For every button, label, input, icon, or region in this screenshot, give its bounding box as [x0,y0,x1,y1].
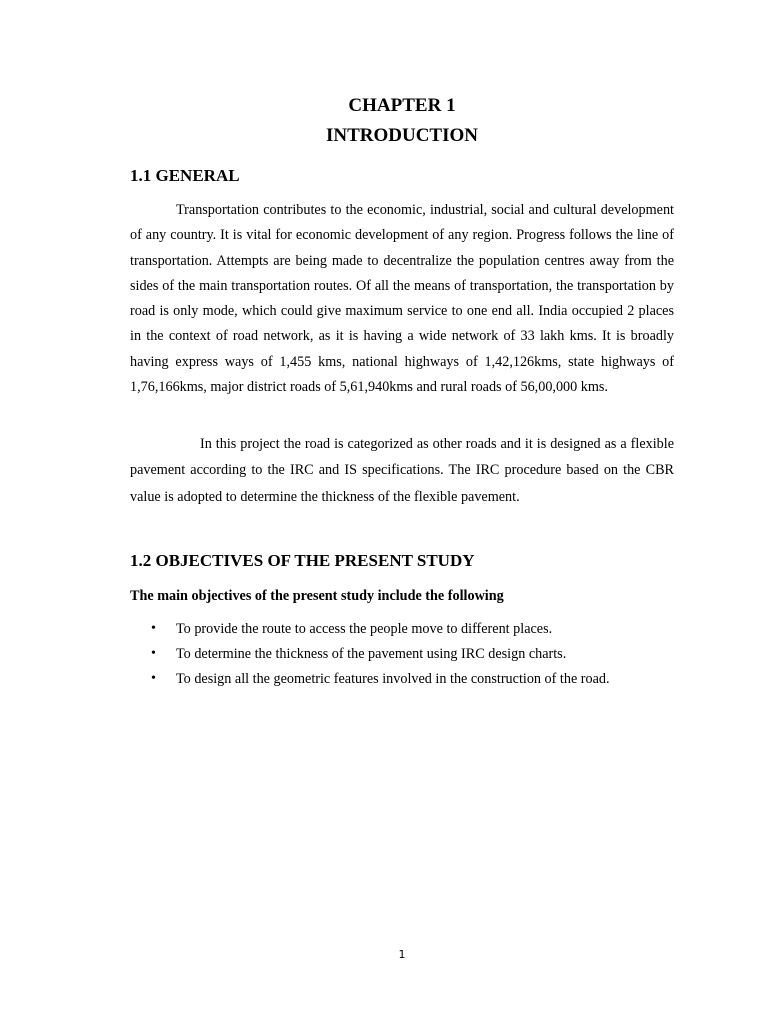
list-item [130,619,690,644]
list-item [130,669,690,694]
chapter-number: CHAPTER 1 [348,95,456,116]
list-item-text: To design all the geometric features involved in the construction of the road. [176,671,610,687]
list-item-text: To provide the route to access the people move to different places. [176,621,553,637]
bullet-icon: • [151,646,156,661]
section-heading-objectives: 1.2 OBJECTIVES OF THE PRESENT STUDY [130,551,475,570]
general-paragraph-2: In this project the road is categorized as other roads and it is designed as a flexible pavement according to the IRC and IS specifications. The IRC procedure based on the CBR value is adopted to determine the thickness of the flexible pavement. [130,436,674,505]
page-number: 1 [398,948,406,961]
bullet-icon: • [151,671,156,686]
objectives-intro: The main objectives of the present study include the following [130,588,504,604]
chapter-title: INTRODUCTION [325,125,479,146]
list-item-text: To determine the thickness of the pavement using IRC design charts. [176,646,567,662]
section-heading-general: 1.1 GENERAL [130,166,240,185]
objectives-list [130,619,690,694]
general-paragraph-1: Transportation contributes to the economic, industrial, social and cultural development of any country. It is vital for economic development of any region. Progress follows the line of transportation. Attempts are being made to decentralize the population centres away from the sides of the main transportation routes. Of all the means of transportation, the transportation by road is only mode, which could give maximum service to one end all. India occupied 2 places in the context of road network, as it is having a wide network of 33 lakh kms. It is broadly having express ways of 1,455 kms, national highways of 1,42,126kms, state highways of 1,76,166kms, major district roads of 5,61,940kms and rural roads of 56,00,000 kms. [130,202,674,396]
bullet-icon: • [151,621,156,636]
list-item [130,644,690,669]
